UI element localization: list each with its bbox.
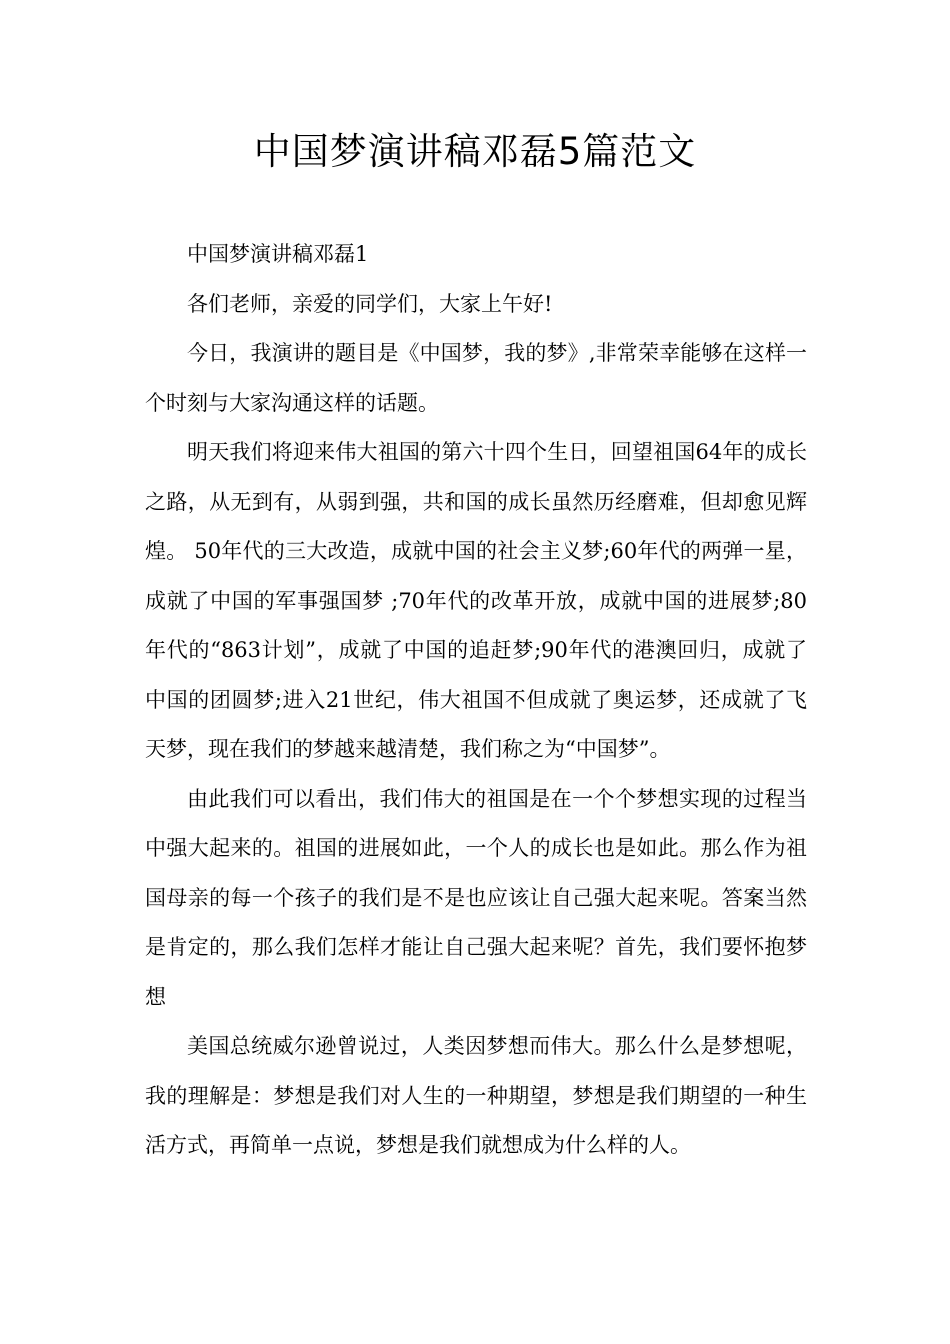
section-heading: 中国梦演讲稿邓磊1: [187, 242, 369, 266]
paragraph-greeting: 各们老师，亲爱的同学们，大家上午好!: [187, 291, 553, 316]
paragraph: 今日，我演讲的题目是《中国梦，我的梦》,非常荣幸能够在这样一个时刻与大家沟通这样的话题。: [145, 341, 807, 415]
document-title: 中国梦演讲稿邓磊5篇范文: [253, 130, 697, 173]
paragraph: 明天我们将迎来伟大祖国的第六十四个生日，回望祖国64年的成长之路，从无到有，从弱到强，共和国的成长虽然历经磨难，但却愈见辉煌。 50年代的三大改造，成就中国的社会主义梦;60年代的两弹一星，成就了中国的军事强国梦 ;70年代的改革开放，成就中国的进展梦;80年代的“863计划”，成就了中国的追赶梦;90年代的港澳回归，成就了中国的团圆梦;进入21世纪，伟大祖国不但成就了奥运梦，还成就了飞天梦，现在我们的梦越来越清楚，我们称之为“中国梦”。: [145, 440, 807, 761]
paragraph: 美国总统威尔逊曾说过，人类因梦想而伟大。那么什么是梦想呢，我的理解是：梦想是我们对人生的一种期望，梦想是我们期望的一种生活方式，再简单一点说，梦想是我们就想成为什么样的人。: [145, 1034, 807, 1157]
paragraph: 由此我们可以看出，我们伟大的祖国是在一个个梦想实现的过程当中强大起来的。祖国的进展如此，一个人的成长也是如此。那么作为祖国母亲的每一个孩子的我们是不是也应该让自己强大起来呢。答案当然是肯定的，那么我们怎样才能让自己强大起来呢？首先，我们要怀抱梦想: [145, 786, 807, 1009]
document-body: [145, 230, 807, 1171]
